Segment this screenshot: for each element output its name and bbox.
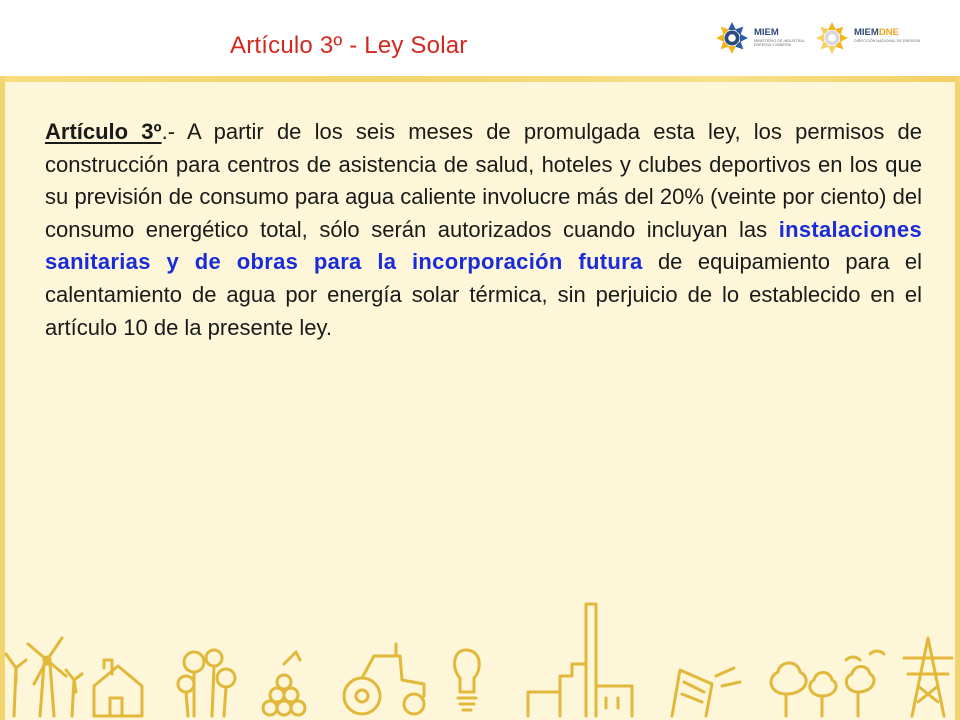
miem-logo-subtitle: MINISTERIO DE INDUSTRIA, ENERGÍA Y MINERÍA [754, 39, 806, 48]
uruguay-sun-icon [814, 20, 850, 56]
article-highlight: instalaciones sanitarias y de obras para la incorporación futura [45, 216, 922, 275]
slide-title: Artículo 3º - Ley Solar [230, 32, 468, 59]
miem-logo-name: MIEM [754, 27, 779, 38]
hydro-dam-icon [672, 668, 740, 716]
house-icon [94, 660, 142, 716]
light-bulb-icon [455, 650, 480, 710]
windmill-icon [28, 638, 66, 716]
tractor-icon [344, 644, 424, 714]
frame-top-stroke [0, 76, 960, 82]
article-body [45, 116, 922, 344]
article-intro: .- A partir de los seis meses de promulgada esta ley, los permisos de construcción para centros de asistencia de salud, hoteles y clubes deportivos en los que su previsión de consumo para agua caliente involucre más del 20% (veinte por ciento) del consumo energético total, sólo serán autorizados cuando incluyan las [45, 119, 923, 242]
factory-chimney-icon [528, 604, 632, 716]
miem-logo [714, 18, 818, 58]
miemdne-logo-subtitle: DIRECCIÓN NACIONAL DE ENERGÍA [854, 39, 921, 43]
sunflower-icon [178, 650, 235, 716]
miemdne-logo-name: MIEMDNE [854, 27, 899, 38]
footer-illustration [0, 598, 960, 720]
transmission-tower-icon [904, 638, 952, 716]
article-label: Artículo 3º [45, 119, 162, 144]
miemdne-logo [814, 18, 934, 58]
logo-group [714, 18, 934, 58]
log-pile-icon [263, 652, 305, 715]
trees-icon [771, 651, 884, 716]
article-outro: de equipamiento para el calentamiento de agua por energía solar térmica, sin perjuicio de lo establecido en el artículo 10 de la presente ley. [45, 249, 922, 340]
uruguay-sun-icon [714, 20, 750, 56]
